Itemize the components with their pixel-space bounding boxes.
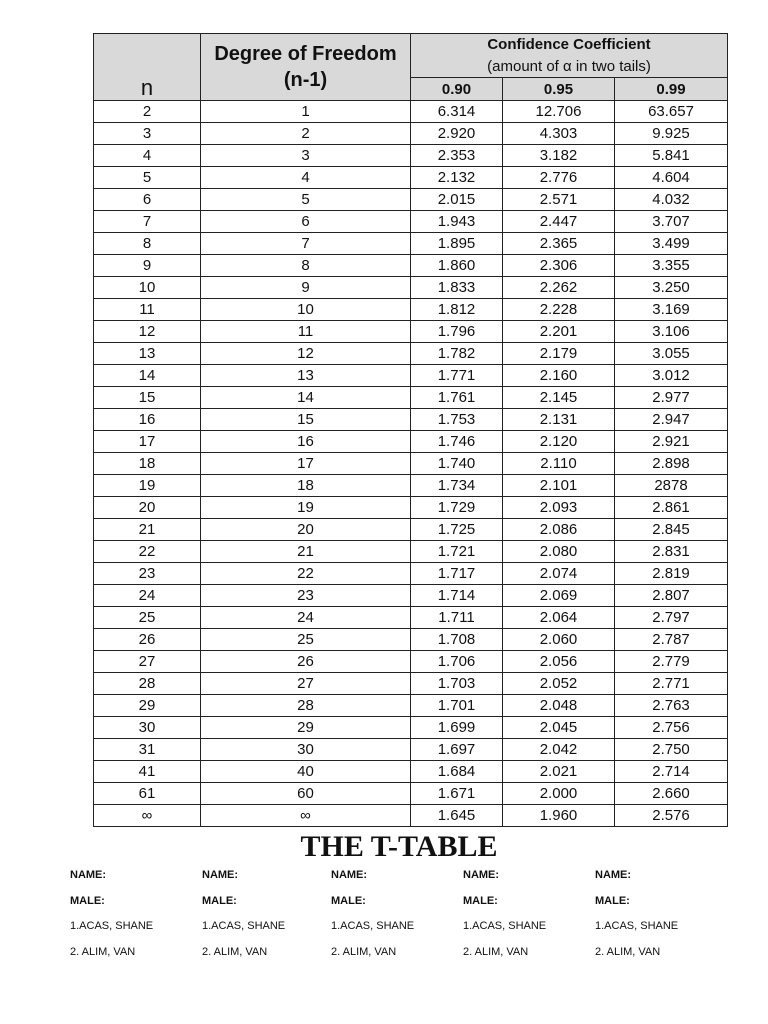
name-block (70, 869, 195, 971)
cell-df: 4 (201, 167, 411, 189)
member-1: 1.ACAS, SHANE (70, 920, 154, 932)
cell-df: 23 (201, 585, 411, 607)
cell-t099: 63.657 (615, 101, 728, 123)
male-label: MALE: (463, 894, 498, 907)
name-block (463, 869, 588, 971)
table-row (94, 145, 728, 167)
cell-t099: 3.106 (615, 321, 728, 343)
cell-n: 19 (94, 475, 201, 497)
cell-df: 13 (201, 365, 411, 387)
cell-n: 29 (94, 695, 201, 717)
cell-t090: 1.782 (411, 343, 503, 365)
name-block (202, 869, 327, 971)
table-row (94, 651, 728, 673)
cell-t090: 1.729 (411, 497, 503, 519)
cell-t095: 2.110 (503, 453, 615, 475)
group-members-section (70, 869, 720, 969)
cell-t095: 2.447 (503, 211, 615, 233)
cell-df: 11 (201, 321, 411, 343)
header-cc-line1: Confidence Coefficient (487, 36, 651, 53)
member-2: 2. ALIM, VAN (595, 945, 661, 958)
cell-t095: 1.960 (503, 805, 615, 827)
cell-n: 11 (94, 299, 201, 321)
cell-t090: 2.015 (411, 189, 503, 211)
cell-t090: 1.706 (411, 651, 503, 673)
cell-t099: 2.921 (615, 431, 728, 453)
member-2: 2. ALIM, VAN (70, 945, 136, 958)
male-label: MALE: (70, 894, 105, 907)
cell-df: 12 (201, 343, 411, 365)
cell-t099: 4.604 (615, 167, 728, 189)
cell-t090: 1.771 (411, 365, 503, 387)
table-row (94, 431, 728, 453)
cell-df: 26 (201, 651, 411, 673)
header-level-090: 0.90 (411, 78, 503, 101)
cell-t095: 2.060 (503, 629, 615, 651)
member-1: 1.ACAS, SHANE (331, 920, 415, 932)
member-2: 2. ALIM, VAN (331, 945, 397, 958)
cell-n: 3 (94, 123, 201, 145)
cell-t099: 3.055 (615, 343, 728, 365)
cell-t095: 2.776 (503, 167, 615, 189)
cell-t099: 3.250 (615, 277, 728, 299)
header-level-095: 0.95 (503, 78, 615, 101)
cell-df: 25 (201, 629, 411, 651)
cell-df: 3 (201, 145, 411, 167)
cell-t099: 3.012 (615, 365, 728, 387)
cell-t090: 1.701 (411, 695, 503, 717)
cell-df: 16 (201, 431, 411, 453)
table-row (94, 387, 728, 409)
cell-t090: 1.943 (411, 211, 503, 233)
cell-t099: 2.861 (615, 497, 728, 519)
cell-t090: 1.725 (411, 519, 503, 541)
cell-n: 20 (94, 497, 201, 519)
cell-t099: 9.925 (615, 123, 728, 145)
member-2: 2. ALIM, VAN (202, 945, 268, 958)
cell-t090: 1.860 (411, 255, 503, 277)
cell-t099: 3.499 (615, 233, 728, 255)
cell-df: 24 (201, 607, 411, 629)
cell-t095: 2.064 (503, 607, 615, 629)
cell-n: 5 (94, 167, 201, 189)
cell-t090: 2.132 (411, 167, 503, 189)
cell-t090: 1.740 (411, 453, 503, 475)
cell-n: ∞ (94, 805, 201, 827)
cell-df: 14 (201, 387, 411, 409)
table-row (94, 519, 728, 541)
table-row (94, 805, 728, 827)
male-label: MALE: (202, 894, 237, 907)
cell-t095: 2.056 (503, 651, 615, 673)
table-row (94, 629, 728, 651)
cell-t095: 2.228 (503, 299, 615, 321)
member-1: 1.ACAS, SHANE (463, 920, 547, 932)
cell-df: 18 (201, 475, 411, 497)
cell-n: 61 (94, 783, 201, 805)
male-label: MALE: (595, 894, 630, 907)
header-dof-line1: Degree of Freedom (214, 43, 397, 65)
cell-t099: 2878 (615, 475, 728, 497)
table-row (94, 123, 728, 145)
table-row (94, 783, 728, 805)
cell-df: 30 (201, 739, 411, 761)
cell-t090: 1.796 (411, 321, 503, 343)
cell-t099: 3.169 (615, 299, 728, 321)
table-row (94, 717, 728, 739)
cell-n: 18 (94, 453, 201, 475)
cell-n: 21 (94, 519, 201, 541)
cell-t095: 2.052 (503, 673, 615, 695)
cell-df: 22 (201, 563, 411, 585)
t-table (93, 33, 728, 827)
table-row (94, 541, 728, 563)
cell-n: 10 (94, 277, 201, 299)
cell-t095: 2.101 (503, 475, 615, 497)
table-row (94, 607, 728, 629)
cell-t095: 2.306 (503, 255, 615, 277)
cell-df: 19 (201, 497, 411, 519)
cell-t099: 2.779 (615, 651, 728, 673)
cell-t099: 2.797 (615, 607, 728, 629)
cell-df: 15 (201, 409, 411, 431)
header-degree-of-freedom (201, 34, 411, 101)
header-n: n (94, 34, 201, 101)
cell-t099: 2.771 (615, 673, 728, 695)
cell-n: 9 (94, 255, 201, 277)
name-block (331, 869, 456, 971)
cell-t090: 1.708 (411, 629, 503, 651)
header-level-099: 0.99 (615, 78, 728, 101)
name-label: NAME: (331, 869, 368, 881)
cell-t090: 1.711 (411, 607, 503, 629)
table-row (94, 563, 728, 585)
cell-t099: 2.714 (615, 761, 728, 783)
table-row (94, 761, 728, 783)
cell-n: 13 (94, 343, 201, 365)
cell-df: ∞ (201, 805, 411, 827)
cell-df: 7 (201, 233, 411, 255)
cell-n: 30 (94, 717, 201, 739)
table-row (94, 475, 728, 497)
cell-n: 2 (94, 101, 201, 123)
header-confidence-coefficient (411, 34, 728, 78)
cell-t099: 2.750 (615, 739, 728, 761)
cell-df: 29 (201, 717, 411, 739)
cell-t095: 2.021 (503, 761, 615, 783)
cell-df: 60 (201, 783, 411, 805)
cell-n: 26 (94, 629, 201, 651)
cell-t090: 1.753 (411, 409, 503, 431)
table-row (94, 343, 728, 365)
cell-t090: 1.833 (411, 277, 503, 299)
cell-t099: 4.032 (615, 189, 728, 211)
cell-t095: 4.303 (503, 123, 615, 145)
cell-n: 23 (94, 563, 201, 585)
cell-t095: 2.571 (503, 189, 615, 211)
cell-n: 12 (94, 321, 201, 343)
cell-n: 41 (94, 761, 201, 783)
member-1: 1.ACAS, SHANE (202, 920, 286, 932)
cell-df: 10 (201, 299, 411, 321)
cell-t095: 2.000 (503, 783, 615, 805)
cell-t095: 2.262 (503, 277, 615, 299)
cell-t099: 3.707 (615, 211, 728, 233)
cell-df: 27 (201, 673, 411, 695)
name-label: NAME: (463, 869, 500, 881)
table-row (94, 739, 728, 761)
cell-t090: 1.895 (411, 233, 503, 255)
cell-t090: 1.697 (411, 739, 503, 761)
table-row (94, 233, 728, 255)
cell-t095: 2.145 (503, 387, 615, 409)
cell-df: 21 (201, 541, 411, 563)
cell-t099: 2.763 (615, 695, 728, 717)
cell-t090: 1.703 (411, 673, 503, 695)
cell-t090: 2.353 (411, 145, 503, 167)
name-block (595, 869, 720, 971)
cell-df: 8 (201, 255, 411, 277)
cell-t090: 1.746 (411, 431, 503, 453)
cell-n: 7 (94, 211, 201, 233)
cell-t099: 5.841 (615, 145, 728, 167)
table-row (94, 101, 728, 123)
name-label: NAME: (202, 869, 239, 881)
cell-t099: 2.898 (615, 453, 728, 475)
cell-t095: 2.045 (503, 717, 615, 739)
table-row (94, 211, 728, 233)
cell-t095: 2.179 (503, 343, 615, 365)
cell-df: 40 (201, 761, 411, 783)
cell-df: 9 (201, 277, 411, 299)
cell-n: 22 (94, 541, 201, 563)
table-row (94, 409, 728, 431)
cell-t099: 3.355 (615, 255, 728, 277)
cell-t099: 2.831 (615, 541, 728, 563)
cell-n: 17 (94, 431, 201, 453)
cell-n: 31 (94, 739, 201, 761)
cell-t099: 2.819 (615, 563, 728, 585)
table-row (94, 695, 728, 717)
cell-t099: 2.947 (615, 409, 728, 431)
cell-t095: 2.080 (503, 541, 615, 563)
cell-n: 6 (94, 189, 201, 211)
cell-t090: 1.684 (411, 761, 503, 783)
cell-t095: 2.074 (503, 563, 615, 585)
member-2: 2. ALIM, VAN (463, 945, 529, 958)
cell-n: 24 (94, 585, 201, 607)
name-label: NAME: (595, 869, 632, 881)
cell-t095: 2.201 (503, 321, 615, 343)
cell-t095: 2.086 (503, 519, 615, 541)
table-row (94, 365, 728, 387)
cell-t099: 2.845 (615, 519, 728, 541)
cell-t095: 2.069 (503, 585, 615, 607)
cell-t095: 2.120 (503, 431, 615, 453)
cell-df: 20 (201, 519, 411, 541)
cell-t090: 1.714 (411, 585, 503, 607)
header-dof-line2: (n-1) (283, 69, 328, 91)
cell-t090: 2.920 (411, 123, 503, 145)
cell-n: 25 (94, 607, 201, 629)
cell-df: 2 (201, 123, 411, 145)
cell-t095: 2.042 (503, 739, 615, 761)
cell-t095: 12.706 (503, 101, 615, 123)
cell-t090: 1.671 (411, 783, 503, 805)
cell-t095: 2.160 (503, 365, 615, 387)
table-row (94, 167, 728, 189)
cell-n: 28 (94, 673, 201, 695)
cell-df: 28 (201, 695, 411, 717)
cell-t095: 2.365 (503, 233, 615, 255)
cell-t095: 2.048 (503, 695, 615, 717)
table-row (94, 673, 728, 695)
table-row (94, 255, 728, 277)
cell-n: 8 (94, 233, 201, 255)
cell-t090: 1.761 (411, 387, 503, 409)
cell-df: 6 (201, 211, 411, 233)
member-1: 1.ACAS, SHANE (595, 920, 679, 932)
table-row (94, 299, 728, 321)
cell-t099: 2.660 (615, 783, 728, 805)
page-title: THE T-TABLE (300, 830, 498, 863)
name-label: NAME: (70, 869, 107, 881)
table-row (94, 321, 728, 343)
cell-t090: 1.699 (411, 717, 503, 739)
table-row (94, 189, 728, 211)
table-row (94, 453, 728, 475)
table-body (94, 101, 728, 827)
table-row (94, 585, 728, 607)
cell-df: 5 (201, 189, 411, 211)
cell-t099: 2.787 (615, 629, 728, 651)
cell-t090: 1.721 (411, 541, 503, 563)
cell-t090: 1.717 (411, 563, 503, 585)
cell-n: 16 (94, 409, 201, 431)
cell-n: 27 (94, 651, 201, 673)
cell-n: 4 (94, 145, 201, 167)
table-row (94, 277, 728, 299)
cell-t090: 1.645 (411, 805, 503, 827)
cell-df: 1 (201, 101, 411, 123)
cell-t090: 1.812 (411, 299, 503, 321)
cell-t095: 3.182 (503, 145, 615, 167)
cell-t090: 1.734 (411, 475, 503, 497)
male-label: MALE: (331, 894, 366, 907)
cell-t099: 2.807 (615, 585, 728, 607)
cell-t090: 6.314 (411, 101, 503, 123)
header-cc-line2: (amount of α in two tails) (487, 58, 651, 75)
cell-df: 17 (201, 453, 411, 475)
table-row (94, 497, 728, 519)
cell-t099: 2.756 (615, 717, 728, 739)
cell-t099: 2.576 (615, 805, 728, 827)
cell-n: 15 (94, 387, 201, 409)
cell-t095: 2.131 (503, 409, 615, 431)
cell-t095: 2.093 (503, 497, 615, 519)
cell-n: 14 (94, 365, 201, 387)
cell-t099: 2.977 (615, 387, 728, 409)
